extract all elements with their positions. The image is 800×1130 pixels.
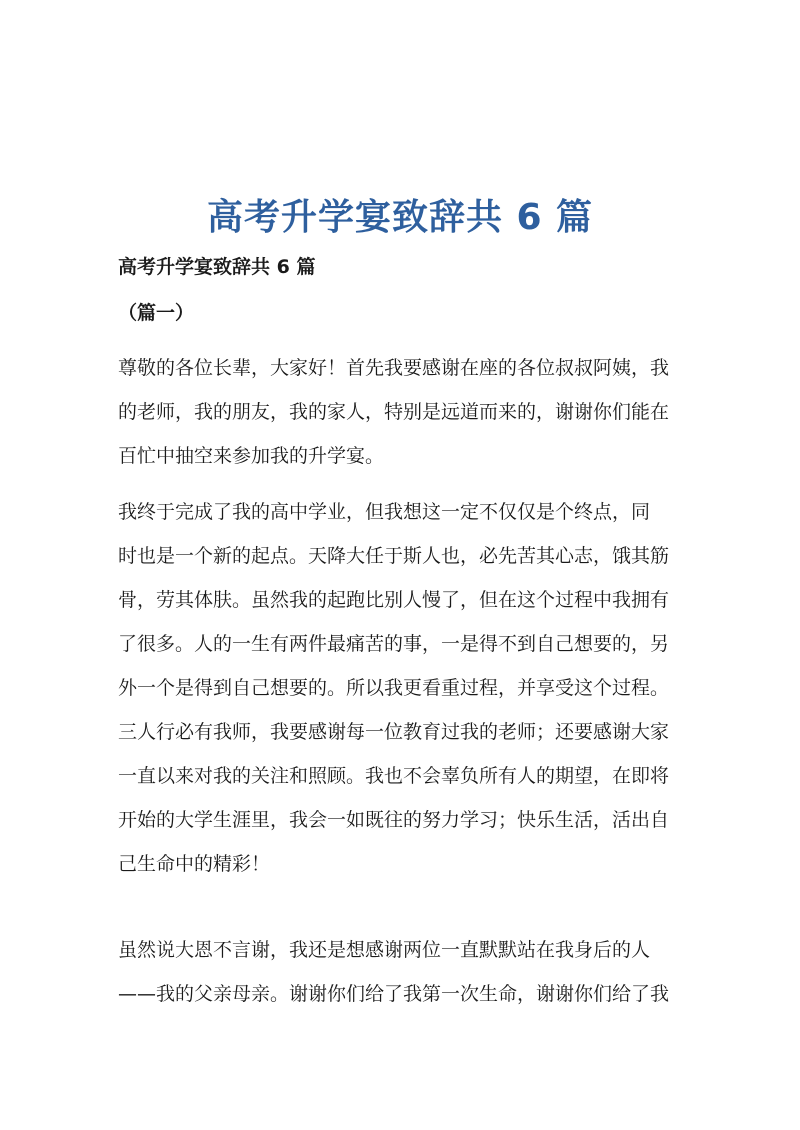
paragraph-line: 三人行必有我师，我要感谢每一位教育过我的老师；还要感谢大家 [118,721,670,743]
section-label: （篇一） [118,302,195,324]
paragraph-line: ——我的父亲母亲。谢谢你们给了我第一次生命，谢谢你们给了我 [118,983,670,1005]
paragraph-line: 骨，劳其体肤。虽然我的起跑比别人慢了，但在这个过程中我拥有 [118,589,670,611]
paragraph-line: 外一个是得到自己想要的。所以我更看重过程，并享受这个过程。 [118,677,670,699]
paragraph-line: 尊敬的各位长辈，大家好！首先我要感谢在座的各位叔叔阿姨，我 [118,357,670,379]
document-title: 高考升学宴致辞共 6 篇 [206,197,594,238]
paragraph-line: 开始的大学生涯里，我会一如既往的努力学习；快乐生活，活出自 [118,809,670,831]
paragraph-line: 一直以来对我的关注和照顾。我也不会辜负所有人的期望，在即将 [118,765,670,787]
paragraph-line: 百忙中抽空来参加我的升学宴。 [118,445,385,467]
paragraph-line: 己生命中的精彩！ [118,853,271,875]
paragraph-line: 了很多。人的一生有两件最痛苦的事，一是得不到自己想要的，另 [118,633,670,655]
paragraph-1 [118,346,678,478]
paragraph-line: 时也是一个新的起点。天降大任于斯人也，必先苦其心志，饿其筋 [118,545,670,567]
paragraph-line: 我终于完成了我的高中学业，但我想这一定不仅仅是个终点，同 [118,501,651,523]
paragraph-line: 的老师，我的朋友，我的家人，特别是远道而来的，谢谢你们能在 [118,401,670,423]
paragraph-3 [118,928,678,1016]
paragraph-line: 虽然说大恩不言谢，我还是想感谢两位一直默默站在我身后的人 [118,939,651,961]
document-subtitle: 高考升学宴致辞共 6 篇 [118,256,316,278]
paragraph-2 [118,490,678,886]
